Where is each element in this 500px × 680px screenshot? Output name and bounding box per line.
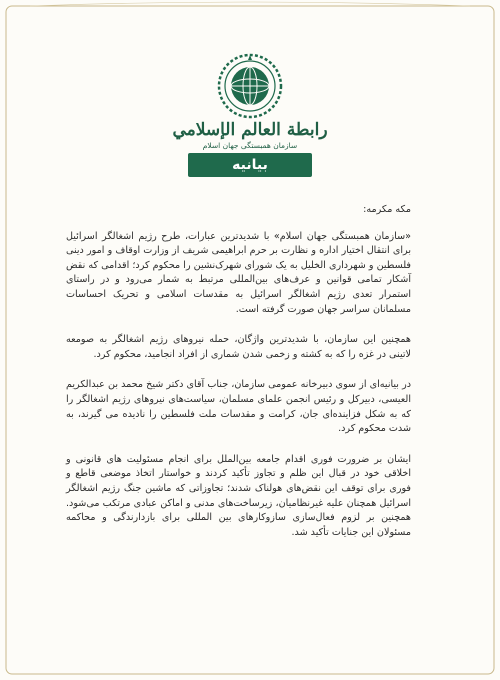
salutation: مکه مکرمه: (363, 204, 411, 215)
page-title: بیانیه (232, 157, 268, 173)
organization-name-persian: سازمان همبستگی جهان اسلام (202, 141, 298, 150)
paragraph-1: «سازمان همبستگی جهان اسلام» با شدیدترین عبارات، طرح رژیم اشغالگر اسرائیل برای انتقال اختیار اداره و نظارت بر حرم ابراهیمی شریف از وزارت اوقاف و امور دینی فلسطین و شهرداری الخلیل به یک شورای شهرک‌نشین را محکوم کرد؛ اقدامی که نقض آشکار تمامی قوانین و عرف‌های بین‌المللی مرتبط به شمار می‌رود و در راستای استمرار تعدی رژیم اشغالگر اسرائیل به مقدسات اسلامی و تحریک احساسات مسلمانان سراسر جهان صورت گرفته است. (66, 230, 411, 315)
globe-emblem-icon (216, 52, 284, 120)
paragraph-3: در بیانیه‌ای از سوی دبیرخانه عمومی سازمان، جناب آقای دکتر شیخ محمد بن عبدالکریم العیسی، دبیرکل و رئیس انجمن علمای مسلمان، سیاست‌های نیروهای رژیم اشغالگر را که به شکل فزاینده‌ای جان، کرامت و مقدسات ملت فلسطین را نادیده می گیرند، به شدت محکوم کرد. (66, 379, 411, 435)
organization-name-arabic: رابطة العالم الإسلامي (172, 120, 328, 140)
title-banner (188, 153, 312, 177)
statement-body (66, 203, 411, 556)
paragraph-4: ایشان بر ضرورت فوری اقدام جامعه بین‌الملل برای انجام مسئولیت های قانونی و اخلاقی خود در قبال این ظلم و تجاوز تأکید کردند و خواستار اتخاذ موضعی قاطع و فوری برای توقف این نقض‌های هولناک شدند؛ تجاوزاتی که ماشین جنگ رژیم اشغالگر اسرائیل همچنان علیه غیرنظامیان، زیرساخت‌های مدنی و اماکن عبادی مرتکب می‌شود. همچنین بر لزوم فعال‌سازی سازوکارهای بین المللی برای بازدارندگی و محاکمه مسئولان این جنایات تأکید شد. (66, 453, 411, 538)
paragraph-2: همچنین این سازمان، با شدیدترین واژگان، حمله نیروهای رژیم اشغالگر به صومعه لاتینی در غزه را که به کشته و زخمی شدن شماری از افراد انجامید، محکوم کرد. (66, 334, 411, 360)
